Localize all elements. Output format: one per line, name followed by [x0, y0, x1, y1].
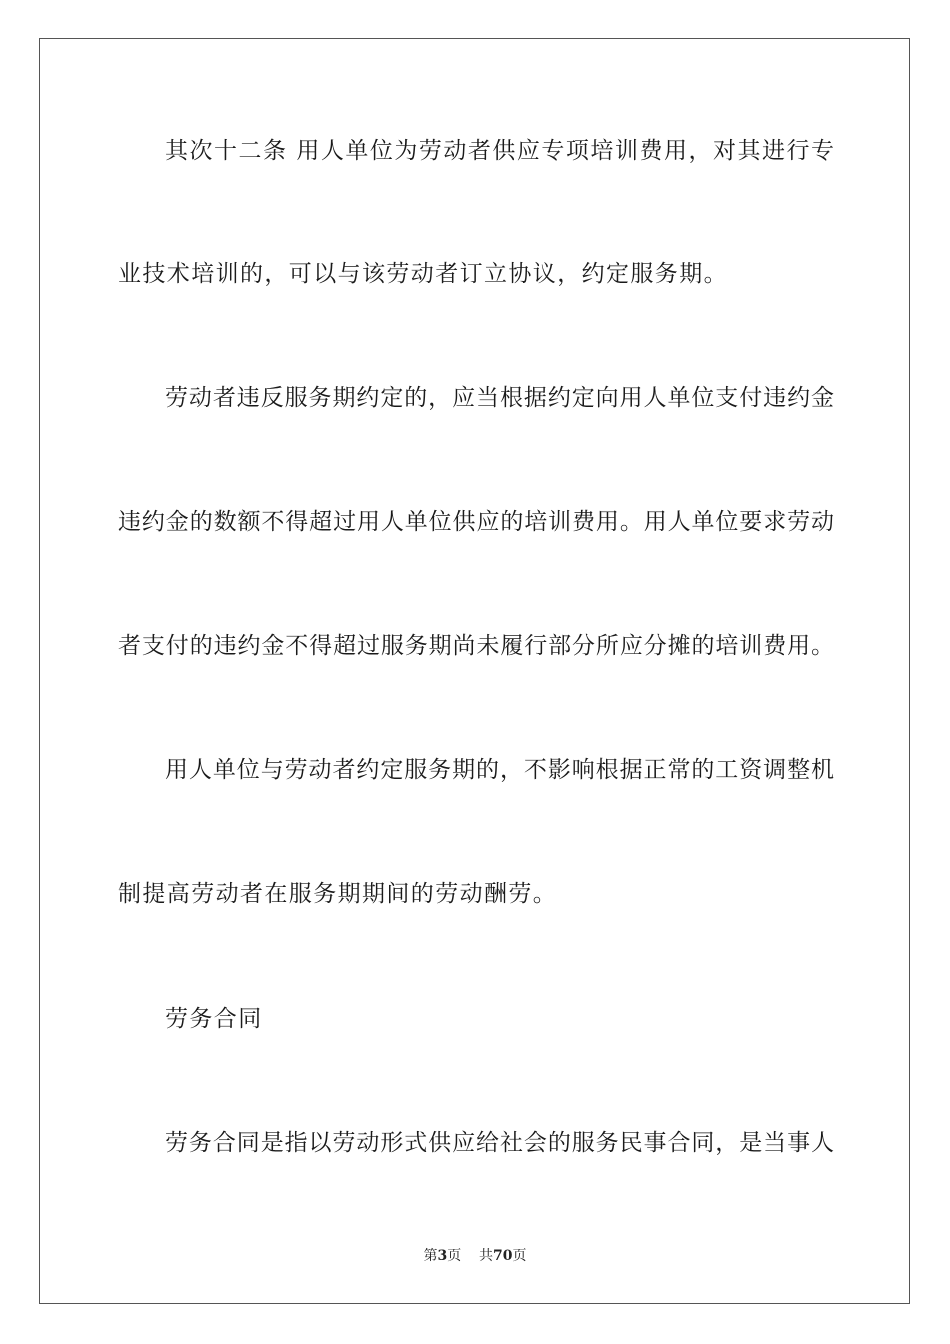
paragraph-line-7: 制提高劳动者在服务期期间的劳动酬劳。	[118, 881, 558, 907]
total-prefix: 共	[479, 1248, 494, 1264]
total-suffix: 页	[512, 1248, 527, 1264]
section-heading: 劳务合同	[165, 1006, 263, 1032]
paragraph-line-6: 用人单位与劳动者约定服务期的，不影响根据正常的工资调整机	[165, 757, 834, 783]
page-number: 3	[437, 1248, 448, 1264]
paragraph-line-9: 劳务合同是指以劳动形式供应给社会的服务民事合同，是当事人	[165, 1130, 834, 1156]
page-suffix: 页	[447, 1248, 462, 1264]
page-footer	[0, 1246, 950, 1266]
page-prefix: 第	[423, 1248, 438, 1264]
total-pages: 70	[493, 1248, 513, 1264]
paragraph-line-3: 劳动者违反服务期约定的，应当根据约定向用人单位支付违约金	[165, 385, 834, 411]
paragraph-line-4: 违约金的数额不得超过用人单位供应的培训费用。用人单位要求劳动	[118, 509, 834, 535]
paragraph-line-5: 者支付的违约金不得超过服务期尚未履行部分所应分摊的培训费用。	[118, 633, 834, 659]
paragraph-line-2: 业技术培训的，可以与该劳动者订立协议，约定服务期。	[118, 261, 728, 287]
paragraph-line-1: 其次十二条 用人单位为劳动者供应专项培训费用，对其进行专	[165, 138, 834, 164]
page-frame	[39, 38, 910, 1304]
